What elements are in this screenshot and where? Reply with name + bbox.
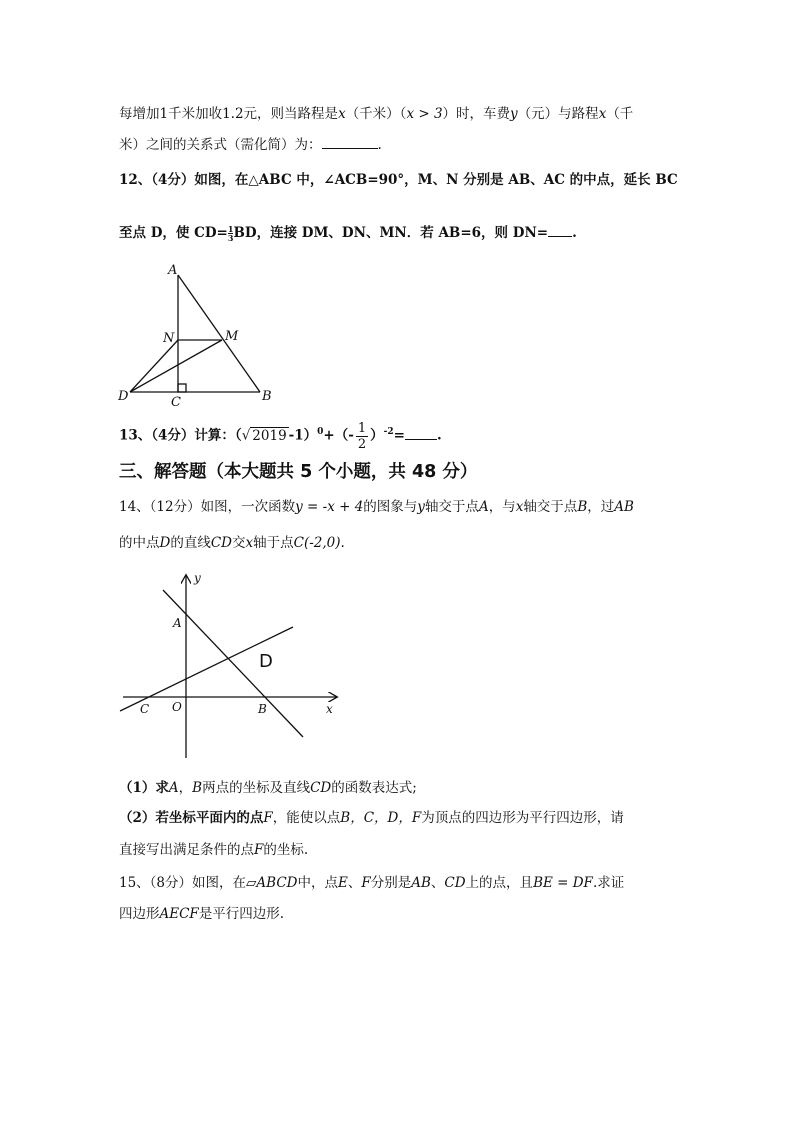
q11-text: 每增加1千米加收1.2元，则当路程是	[119, 106, 339, 122]
q15-line1	[119, 873, 624, 893]
q11-line1	[119, 104, 633, 124]
q15-text: 分别是	[370, 875, 412, 891]
frac-den: 3	[227, 233, 234, 243]
segment-DN	[130, 340, 178, 392]
label-M: M	[225, 329, 239, 344]
q14-text: 的中点	[119, 535, 160, 551]
var-x: x	[338, 106, 346, 122]
radicand: 2019	[252, 427, 287, 444]
point-F: F	[361, 875, 371, 891]
right-angle-mark	[178, 384, 186, 392]
label-O: O	[172, 700, 182, 714]
q14-text: 交	[231, 535, 246, 551]
q14-text: ，过	[587, 499, 615, 515]
q11-text: 米）之间的关系式（需化简）为：	[119, 137, 322, 153]
q11-text: （元）与路程	[517, 106, 599, 122]
label-A: A	[168, 263, 178, 278]
sqrt-symbol: √	[241, 427, 251, 444]
label-B: B	[258, 702, 267, 716]
label-x: x	[326, 702, 333, 716]
line-CD: CD	[210, 535, 232, 551]
q11-line2	[119, 134, 382, 155]
q15-text: 、	[347, 875, 362, 891]
line-CD: CD	[310, 780, 332, 796]
q14-part2-text: 为顶点的四边形为平行四边形，请	[421, 810, 624, 826]
q13-text: +（-	[323, 427, 354, 444]
q15-text: 、	[430, 875, 445, 891]
q14-part2-text: ，能使以点	[272, 810, 341, 826]
q12-line1	[119, 170, 678, 190]
q15-text: 15、（8分）如图，在	[119, 875, 247, 891]
q14-part2-text: 直接写出满足条件的点	[119, 842, 254, 858]
q14-part1-text: 的函数表达式;	[331, 780, 417, 796]
q13-text: 13、（4分）计算：（	[119, 427, 242, 444]
q14-line2	[119, 533, 345, 553]
function-expression: y = -x + 4	[295, 499, 364, 515]
q14-text: 14、（12分）如图，一次函数	[119, 499, 296, 515]
exponent-zero: 0	[317, 427, 324, 437]
point-C-coord: C(-2,0)	[293, 535, 341, 551]
section-heading: 三、解答题（本大题共 5 个小题，共 48 分）	[119, 462, 478, 482]
quadrilateral-AECF: AECF	[159, 906, 199, 922]
var-y: y	[510, 106, 518, 122]
label-y: y	[194, 571, 201, 585]
point-E: E	[338, 875, 348, 891]
q14-text: .	[340, 535, 345, 551]
q11-text: ）时，车费	[442, 106, 511, 122]
q12-text: BD，连接 DM、DN、MN．若 AB=6，则 DN=	[233, 225, 549, 241]
segment-AB	[178, 275, 260, 392]
frac-num: 1	[227, 224, 234, 234]
q14-part2-text: 的坐标.	[263, 842, 309, 858]
point-F: F	[263, 810, 273, 826]
exponent-neg-two: -2	[383, 427, 394, 437]
label-B: B	[262, 389, 272, 404]
q11-text: （千米）（	[345, 106, 407, 122]
q13-text: .	[436, 427, 442, 444]
segment-CD: CD	[444, 875, 466, 891]
point-B: B	[192, 780, 203, 796]
equation-BE-DF: BE = DF	[533, 875, 593, 891]
point-B: B	[577, 499, 588, 515]
fraction-one-half	[356, 421, 368, 452]
line-AB	[163, 590, 303, 737]
q13-line	[119, 418, 442, 452]
q14-part1	[119, 778, 417, 798]
q14-text: 轴于点	[253, 535, 294, 551]
points-BCDF: B，C，D，F	[340, 810, 422, 826]
q14-text: ，与	[488, 499, 516, 515]
label-C: C	[140, 702, 150, 716]
point-D: D	[159, 535, 171, 551]
var-x: x	[245, 535, 254, 551]
segment-AB: AB	[411, 875, 431, 891]
q14-text: 的直线	[170, 535, 211, 551]
q12-line2	[119, 222, 577, 243]
segment-DM	[130, 340, 222, 392]
point-A: A	[168, 780, 179, 796]
q15-text: 是平行四边形.	[198, 906, 285, 922]
q15-text: 中，点	[297, 875, 338, 891]
q14-text: 的图象与	[363, 499, 418, 515]
label-N: N	[163, 331, 175, 346]
q14-part2-line1	[119, 808, 624, 828]
var-x: x	[598, 106, 607, 122]
parallelogram-ABCD: ▱ABCD	[246, 875, 298, 891]
answer-blank	[548, 222, 572, 237]
var-x: x	[515, 499, 524, 515]
q12-triangle-figure	[112, 258, 282, 408]
answer-blank	[322, 134, 378, 149]
q14-part2-line2	[119, 840, 308, 860]
q13-text: -1）	[288, 427, 318, 444]
label-D: D	[118, 389, 129, 404]
q13-text: ）	[370, 427, 384, 444]
point-F: F	[254, 842, 264, 858]
q12-text: 12、（4分）如图，在△ABC 中，∠ACB=90°，M、N 分别是 AB、AC 的中点，延长 BC	[119, 172, 678, 188]
q11-text: （千	[606, 106, 634, 122]
q15-text: 四边形	[119, 906, 160, 922]
point-A: A	[478, 499, 489, 515]
label-C: C	[171, 395, 181, 408]
q13-text: =	[393, 427, 405, 444]
frac-den: 2	[357, 436, 367, 452]
answer-blank	[405, 425, 437, 440]
q15-text: .求证	[592, 875, 625, 891]
label-A: A	[173, 616, 182, 630]
q14-part2-text: （2）若坐标平面内的点	[119, 810, 264, 826]
q15-text: 上的点，且	[465, 875, 534, 891]
q14-part1-text: （1）求	[119, 780, 169, 796]
q14-part1-text: 两点的坐标及直线	[202, 780, 311, 796]
q14-line1	[119, 497, 634, 517]
frac-num: 1	[357, 420, 367, 436]
var-y: y	[417, 499, 425, 515]
q14-coordinate-figure	[118, 570, 348, 760]
q14-part1-text: ，	[178, 780, 193, 796]
condition-x-gt-3: x > 3	[406, 106, 443, 122]
segment-AB: AB	[614, 499, 634, 515]
q12-text: 至点 D，使 CD=	[119, 225, 228, 241]
q14-text: 轴交于点	[523, 499, 578, 515]
q12-text: .	[572, 225, 577, 241]
q14-text: 轴交于点	[424, 499, 479, 515]
q15-line2	[119, 904, 284, 924]
q11-text: .	[377, 137, 382, 153]
label-D: D	[259, 651, 273, 672]
